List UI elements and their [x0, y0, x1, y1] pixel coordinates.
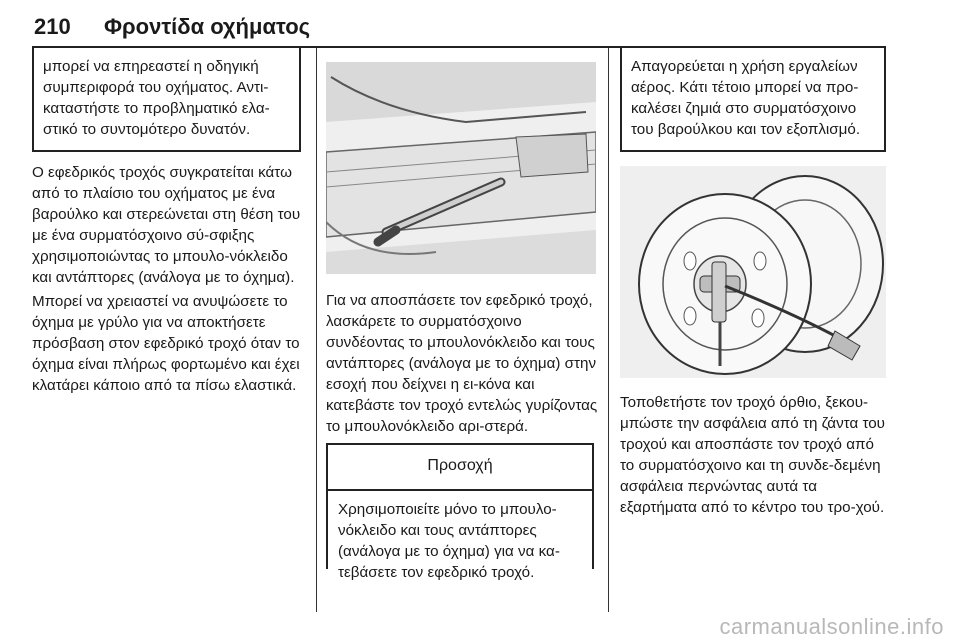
watermark: carmanualsonline.info — [719, 614, 944, 639]
column-divider-2 — [608, 48, 609, 612]
page-number: 210 — [34, 14, 71, 39]
caution-box — [326, 443, 594, 581]
column-divider-1 — [316, 48, 317, 612]
section-title: Φροντίδα οχήματος — [104, 14, 311, 39]
caution-text: Χρησιμοποιείτε μόνο το μπουλο-νόκλειδο και τους αντάπτορες (ανάλογα με το όχημα) για να κα-τεβάσετε τον εφεδρικό τροχό. — [338, 501, 560, 581]
continued-warning-box — [32, 48, 301, 152]
air-tools-warning-box — [620, 48, 886, 152]
paragraph-spare-wheel-winch: Ο εφεδρικός τροχός συγκρατείται κάτω από το πλαίσιο του οχήματος με ένα βαρούλκο και στερεώνεται στη θέση του με ένα συρματόσχοινο σύ-σφιξης χρησιμοποιώντας το μπουλο-νόκλειδο και αντάπτορες (ανάλογα με το όχημα). — [32, 164, 301, 286]
paragraph-jack-vehicle: Μπορεί να χρειαστεί να ανυψώσετε το όχημα με γρύλο για να αποκτήσετε πρόσβαση στον εφεδρικό τροχό όταν το όχημα είναι πλήρως φορτωμένο και έχει κλατάρει κάποιο από τα πίσω ελαστικά. — [32, 293, 300, 394]
instruction-remove-wheel: Τοποθετήστε τον τροχό όρθιο, ξεκου-μπώστε την ασφάλεια από τη ζάντα του τροχού και αποσπάστε τον τροχό από το συρματόσχοινο και τη συνδε-δεμένη ασφάλεια περνώντας αυτά τα εξαρτήματα από το κέντρο του τρο-χού. — [620, 394, 885, 516]
air-tools-warning-text: Απαγορεύεται η χρήση εργαλείων αέρος. Κάτι τέτοιο μπορεί να προ-καλέσει ζημιά στο συρματόσχοινο του βαρούλκου και τον εξοπλισμό. — [631, 58, 861, 138]
continued-warning-text: μπορεί να επηρεαστεί η οδηγική συμπεριφορά του οχήματος. Αντι-καταστήστε το προβληματικό ελα-στικό το συντομότερο δυνατόν. — [43, 58, 270, 138]
page-header — [34, 14, 310, 40]
instruction-lower-spare-wheel: Για να αποσπάσετε τον εφεδρικό τροχό, λασκάρετε το συρματόσχοινο συνδέοντας το μπουλονόκλειδο και τους αντάπτορες (ανάλογα με το όχημα) στην εσοχή που δείχνει η ει-κόνα και κατεβάστε τον τροχό εντελώς γυρίζοντας το μπουλονόκλειδο αρι-στερά. — [326, 292, 598, 435]
tailgate-key-figure — [326, 62, 596, 274]
spare-wheel-retainer-icon — [620, 166, 886, 378]
spare-wheel-figure — [620, 166, 886, 378]
tailgate-lowering-key-icon — [326, 62, 596, 274]
caution-title: Προσοχή — [328, 443, 592, 491]
